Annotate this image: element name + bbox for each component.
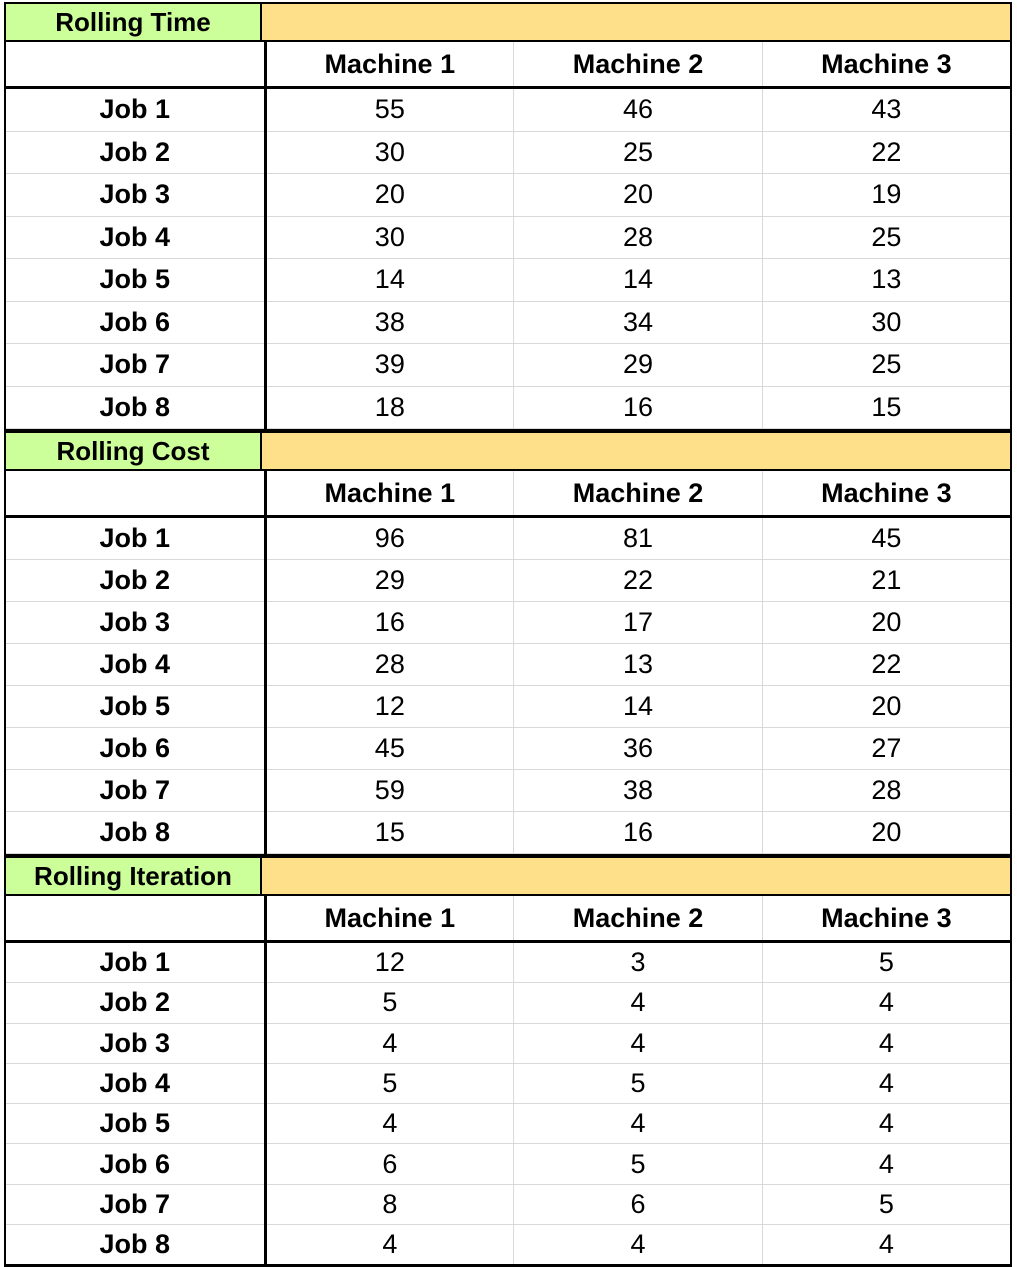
value-cell[interactable]: 38 — [514, 770, 763, 812]
row-header-job[interactable]: Job 5 — [5, 686, 265, 728]
value-cell[interactable]: 22 — [762, 131, 1011, 174]
spreadsheet — [4, 2, 1012, 1267]
table-row — [5, 686, 1011, 728]
value-cell[interactable]: 81 — [514, 517, 763, 560]
value-cell[interactable]: 16 — [514, 386, 763, 429]
table-row — [5, 301, 1011, 344]
value-cell[interactable]: 4 — [762, 1144, 1011, 1184]
value-cell[interactable]: 12 — [265, 942, 514, 983]
value-cell[interactable]: 96 — [265, 517, 514, 560]
title-fill-cell[interactable] — [262, 2, 1012, 40]
value-cell[interactable]: 28 — [265, 644, 514, 686]
value-cell[interactable]: 39 — [265, 344, 514, 387]
table-row — [5, 131, 1011, 174]
table-row — [5, 386, 1011, 429]
column-header-machine-1[interactable]: Machine 1 — [265, 896, 514, 942]
row-header-job[interactable]: Job 6 — [5, 1144, 265, 1184]
data-grid — [4, 896, 1012, 1267]
column-header-machine-2[interactable]: Machine 2 — [514, 471, 763, 517]
title-fill-cell[interactable] — [262, 856, 1012, 894]
value-cell[interactable]: 34 — [514, 301, 763, 344]
value-cell[interactable]: 4 — [265, 1023, 514, 1063]
column-header-machine-3[interactable]: Machine 3 — [762, 471, 1011, 517]
header-row — [5, 896, 1011, 942]
corner-cell[interactable] — [5, 471, 265, 517]
value-cell[interactable]: 5 — [762, 942, 1011, 983]
row-header-job[interactable]: Job 7 — [5, 344, 265, 387]
value-cell[interactable]: 4 — [762, 1063, 1011, 1103]
value-cell[interactable]: 12 — [265, 686, 514, 728]
table-row — [5, 1144, 1011, 1184]
value-cell[interactable]: 17 — [514, 602, 763, 644]
value-cell[interactable]: 29 — [514, 344, 763, 387]
row-header-job[interactable]: Job 2 — [5, 131, 265, 174]
table-row — [5, 344, 1011, 387]
rolling-cost-table — [4, 429, 1012, 854]
row-header-job[interactable]: Job 6 — [5, 301, 265, 344]
rolling-iteration-table — [4, 854, 1012, 1267]
value-cell[interactable]: 25 — [762, 216, 1011, 259]
table-row — [5, 259, 1011, 302]
row-header-job[interactable]: Job 4 — [5, 644, 265, 686]
corner-cell[interactable] — [5, 896, 265, 942]
table-row — [5, 216, 1011, 259]
value-cell[interactable]: 30 — [762, 301, 1011, 344]
row-header-job[interactable]: Job 4 — [5, 1063, 265, 1103]
value-cell[interactable]: 29 — [265, 560, 514, 602]
value-cell[interactable]: 5 — [265, 1063, 514, 1103]
row-header-job[interactable]: Job 6 — [5, 728, 265, 770]
table-row — [5, 942, 1011, 983]
table-title-row — [4, 856, 1012, 896]
value-cell[interactable]: 20 — [762, 602, 1011, 644]
value-cell[interactable]: 27 — [762, 728, 1011, 770]
value-cell[interactable]: 20 — [762, 812, 1011, 854]
value-cell[interactable]: 14 — [514, 686, 763, 728]
value-cell[interactable]: 4 — [762, 1023, 1011, 1063]
value-cell[interactable]: 30 — [265, 131, 514, 174]
value-cell[interactable]: 4 — [762, 983, 1011, 1023]
value-cell[interactable]: 4 — [265, 1225, 514, 1266]
value-cell[interactable]: 3 — [514, 942, 763, 983]
row-header-job[interactable]: Job 8 — [5, 812, 265, 854]
row-header-job[interactable]: Job 3 — [5, 602, 265, 644]
column-header-machine-2[interactable]: Machine 2 — [514, 896, 763, 942]
table-row — [5, 602, 1011, 644]
value-cell[interactable]: 5 — [514, 1063, 763, 1103]
value-cell[interactable]: 21 — [762, 560, 1011, 602]
table-row — [5, 560, 1011, 602]
value-cell[interactable]: 22 — [514, 560, 763, 602]
row-header-job[interactable]: Job 4 — [5, 216, 265, 259]
column-header-machine-2[interactable]: Machine 2 — [514, 42, 763, 88]
value-cell[interactable]: 4 — [514, 1104, 763, 1144]
table-title[interactable]: Rolling Time — [4, 2, 262, 40]
value-cell[interactable]: 14 — [265, 259, 514, 302]
value-cell[interactable]: 16 — [265, 602, 514, 644]
value-cell[interactable]: 20 — [762, 686, 1011, 728]
column-header-machine-3[interactable]: Machine 3 — [762, 42, 1011, 88]
value-cell[interactable]: 22 — [762, 644, 1011, 686]
row-header-job[interactable]: Job 3 — [5, 1023, 265, 1063]
table-title-row — [4, 2, 1012, 42]
table-row — [5, 1023, 1011, 1063]
value-cell[interactable]: 4 — [762, 1104, 1011, 1144]
value-cell[interactable]: 55 — [265, 88, 514, 132]
table-row — [5, 517, 1011, 560]
row-header-job[interactable]: Job 5 — [5, 1104, 265, 1144]
row-header-job[interactable]: Job 8 — [5, 386, 265, 429]
value-cell[interactable]: 46 — [514, 88, 763, 132]
table-row — [5, 770, 1011, 812]
value-cell[interactable]: 4 — [514, 983, 763, 1023]
value-cell[interactable]: 5 — [514, 1144, 763, 1184]
value-cell[interactable]: 4 — [514, 1023, 763, 1063]
table-row — [5, 812, 1011, 854]
value-cell[interactable]: 45 — [762, 517, 1011, 560]
value-cell[interactable]: 30 — [265, 216, 514, 259]
value-cell[interactable]: 25 — [514, 131, 763, 174]
table-row — [5, 1225, 1011, 1266]
data-grid — [4, 471, 1012, 854]
row-header-job[interactable]: Job 2 — [5, 560, 265, 602]
row-header-job[interactable]: Job 8 — [5, 1225, 265, 1266]
table-row — [5, 1104, 1011, 1144]
table-row — [5, 644, 1011, 686]
table-title-row — [4, 431, 1012, 471]
data-grid — [4, 42, 1012, 429]
title-fill-cell[interactable] — [262, 431, 1012, 469]
value-cell[interactable]: 28 — [514, 216, 763, 259]
value-cell[interactable]: 4 — [762, 1225, 1011, 1266]
row-header-job[interactable]: Job 5 — [5, 259, 265, 302]
value-cell[interactable]: 25 — [762, 344, 1011, 387]
value-cell[interactable]: 16 — [514, 812, 763, 854]
value-cell[interactable]: 20 — [265, 174, 514, 217]
value-cell[interactable]: 36 — [514, 728, 763, 770]
value-cell[interactable]: 4 — [514, 1225, 763, 1266]
value-cell[interactable]: 38 — [265, 301, 514, 344]
value-cell[interactable]: 8 — [265, 1184, 514, 1224]
table-row — [5, 88, 1011, 132]
value-cell[interactable]: 18 — [265, 386, 514, 429]
table-title[interactable]: Rolling Iteration — [4, 856, 262, 894]
value-cell[interactable]: 14 — [514, 259, 763, 302]
row-header-job[interactable]: Job 2 — [5, 983, 265, 1023]
value-cell[interactable]: 6 — [514, 1184, 763, 1224]
value-cell[interactable]: 43 — [762, 88, 1011, 132]
value-cell[interactable]: 4 — [265, 1104, 514, 1144]
value-cell[interactable]: 59 — [265, 770, 514, 812]
rolling-time-table — [4, 2, 1012, 429]
value-cell[interactable]: 45 — [265, 728, 514, 770]
table-row — [5, 174, 1011, 217]
row-header-job[interactable]: Job 7 — [5, 1184, 265, 1224]
header-row — [5, 471, 1011, 517]
table-row — [5, 1184, 1011, 1224]
table-row — [5, 983, 1011, 1023]
value-cell[interactable]: 13 — [514, 644, 763, 686]
value-cell[interactable]: 28 — [762, 770, 1011, 812]
row-header-job[interactable]: Job 7 — [5, 770, 265, 812]
value-cell[interactable]: 20 — [514, 174, 763, 217]
row-header-job[interactable]: Job 1 — [5, 517, 265, 560]
table-row — [5, 728, 1011, 770]
value-cell[interactable]: 15 — [265, 812, 514, 854]
value-cell[interactable]: 19 — [762, 174, 1011, 217]
row-header-job[interactable]: Job 1 — [5, 88, 265, 132]
header-row — [5, 42, 1011, 88]
table-row — [5, 1063, 1011, 1103]
column-header-machine-3[interactable]: Machine 3 — [762, 896, 1011, 942]
column-header-machine-1[interactable]: Machine 1 — [265, 471, 514, 517]
table-title[interactable]: Rolling Cost — [4, 431, 262, 469]
value-cell[interactable]: 6 — [265, 1144, 514, 1184]
column-header-machine-1[interactable]: Machine 1 — [265, 42, 514, 88]
corner-cell[interactable] — [5, 42, 265, 88]
row-header-job[interactable]: Job 3 — [5, 174, 265, 217]
value-cell[interactable]: 13 — [762, 259, 1011, 302]
value-cell[interactable]: 15 — [762, 386, 1011, 429]
value-cell[interactable]: 5 — [265, 983, 514, 1023]
value-cell[interactable]: 5 — [762, 1184, 1011, 1224]
row-header-job[interactable]: Job 1 — [5, 942, 265, 983]
